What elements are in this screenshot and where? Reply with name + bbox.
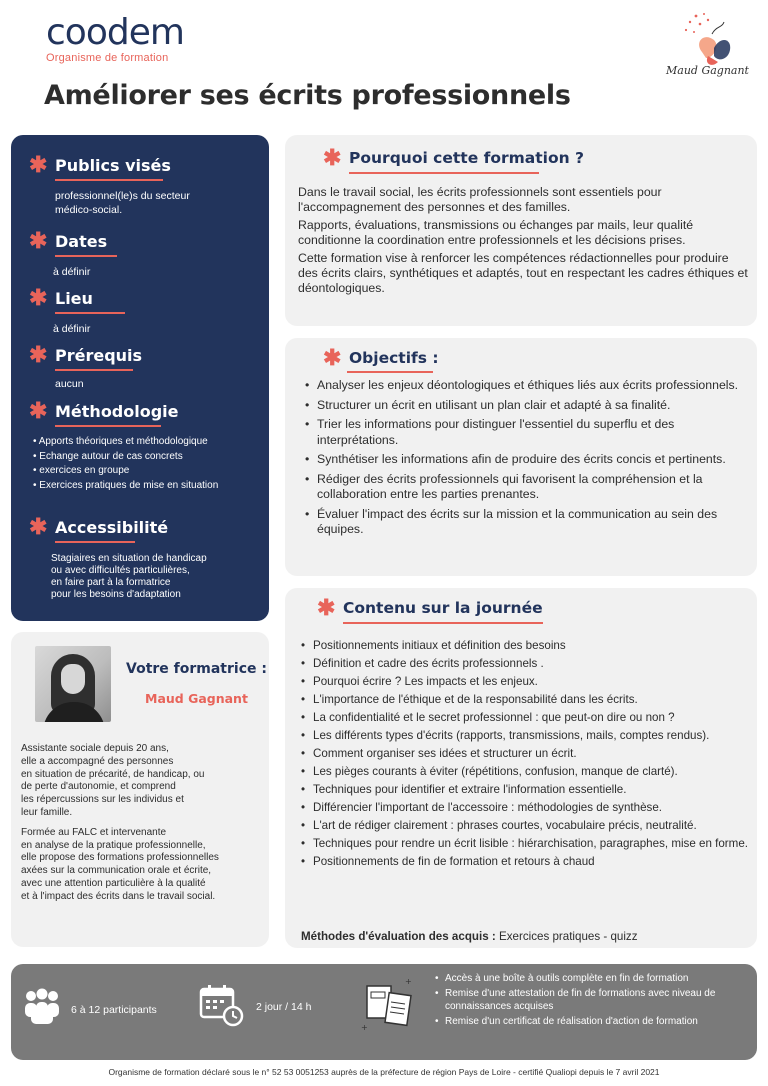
text-line: en faire part à la formatrice	[51, 577, 171, 588]
list-item: • Rédiger des écrits professionnels qui favorisent la compréhension et la collaboration entre les parties prenantes.	[305, 472, 750, 503]
list-item: • Synthétiser les informations afin de produire des écrits concis et pertinents.	[305, 452, 750, 468]
list-item: • Exercices pratiques de mise en situation	[33, 479, 269, 494]
publics-text: professionnel(le)s du secteur médico-social.	[55, 190, 190, 216]
text-line: en situation de précarité, de handicap, ou	[21, 768, 205, 780]
logo-subtitle: Organisme de formation	[46, 52, 169, 64]
text-line: axées sur la communication orale et écrite,	[21, 865, 212, 877]
duration-text: 2 jour / 14 h	[256, 1001, 312, 1013]
svg-text:+: +	[405, 978, 412, 986]
pourquoi-underline	[349, 172, 539, 174]
objectifs-title: Objectifs :	[349, 349, 439, 367]
asterisk-icon: ✱	[317, 595, 336, 620]
logo-word: coodem	[46, 12, 184, 53]
dates-title: Dates	[55, 231, 108, 251]
documents-icon	[361, 978, 413, 1032]
methodologie-underline	[55, 425, 161, 427]
page-title: Améliorer ses écrits professionnels	[44, 80, 571, 111]
asterisk-icon: ✱	[323, 345, 342, 370]
list-item: • Accès à une boîte à outils complète en fin de formation	[435, 972, 745, 986]
list-item: • L'importance de l'éthique et de la responsabilité dans les écrits.	[301, 692, 753, 708]
list-item: • Pourquoi écrire ? Les impacts et les enjeux.	[301, 674, 753, 690]
list-item: • L'art de rédiger clairement : phrases courtes, vocabulaire précis, neutralité.	[301, 818, 753, 834]
text-line: pour les besoins d'adaptation	[51, 589, 181, 600]
list-item: • Remise d'un certificat de réalisation d'action de formation	[435, 1015, 745, 1029]
lieu-underline	[55, 312, 125, 314]
text-line: et à l'impact des écrits dans le travail social.	[21, 890, 216, 902]
contenu-list	[301, 638, 753, 872]
dates-section	[11, 228, 269, 279]
dates-underline	[55, 255, 117, 257]
participants-icon	[23, 988, 61, 1024]
list-item: • Comment organiser ses idées et structurer un écrit.	[301, 746, 753, 762]
info-band	[11, 964, 757, 1060]
svg-text:+: +	[361, 1023, 368, 1032]
paragraph: Cette formation vise à renforcer les compétences rédactionnelles pour produire des écrits clairs, synthétiques et adaptés, tout en respectant les cadres éthiques et déontologiques.	[298, 251, 748, 295]
list-item: • Évaluer l'impact des écrits sur la mission et la communication au sein des équipes.	[305, 507, 750, 538]
trainer-name: Maud Gagnant	[145, 691, 248, 706]
lieu-text: à définir	[53, 323, 91, 335]
bio-paragraph	[21, 827, 266, 904]
methodologie-section	[11, 398, 269, 493]
text-line: les répercussions sur les individus et	[21, 794, 184, 806]
list-item: • Les différents types d'écrits (rapports, transmissions, mails, comptes rendus).	[301, 728, 753, 744]
list-item: • Positionnements de fin de formation et retours à chaud	[301, 854, 753, 870]
contenu-title: Contenu sur la journée	[343, 599, 543, 617]
list-item: • Trier les informations pour distinguer l'essentiel du superflu et des interprétations.	[305, 417, 750, 448]
list-item: • La confidentialité et le secret professionnel : que peut-on dire ou non ?	[301, 710, 753, 726]
list-item: • Techniques pour identifier et extraire l'information essentielle.	[301, 782, 753, 798]
list-item: • Remise d'une attestation de fin de formations avec niveau de connaissances acquises	[435, 987, 745, 1014]
text-line: ou avec difficultés particulières,	[51, 565, 190, 576]
text-line: Stagiaires en situation de handicap	[51, 553, 207, 564]
text-line: leur famille.	[21, 806, 73, 818]
list-item: • Techniques pour rendre un écrit lisible : hiérarchisation, paragraphes, mise en forme.	[301, 836, 753, 852]
trainer-photo	[35, 646, 111, 722]
asterisk-icon: ✱	[29, 514, 48, 539]
text-line: elle a accompagné des personnes	[21, 755, 174, 767]
list-item: • Echange autour de cas concrets	[33, 450, 269, 465]
prerequis-underline	[55, 369, 133, 371]
paragraph: Dans le travail social, les écrits professionnels sont essentiels pour l'accompagnement des personnes et des familles.	[298, 185, 662, 214]
publics-title: Publics visés	[55, 155, 171, 175]
text-line: avec une attention particulière à la qualité	[21, 877, 206, 889]
legal-notice: Organisme de formation déclaré sous le n° 52 53 0051253 auprès de la préfecture de région Pays de Loire - certifié Qualiopi depuis le 7 avril 2021	[108, 1067, 660, 1077]
pourquoi-body	[298, 185, 750, 299]
list-item: • Structurer un écrit en utilisant un plan clair et adapté à sa finalité.	[305, 398, 750, 414]
header	[0, 0, 768, 130]
asterisk-icon: ✱	[323, 145, 342, 170]
accessibilite-title: Accessibilité	[55, 517, 169, 537]
contenu-underline	[343, 622, 543, 624]
asterisk-icon: ✱	[29, 285, 48, 310]
info-panel	[11, 135, 269, 621]
list-item: • Les pièges courants à éviter (répétitions, confusion, manque de clarté).	[301, 764, 753, 780]
lieu-title: Lieu	[55, 288, 93, 308]
prerequis-text: aucun	[55, 378, 84, 390]
asterisk-icon: ✱	[29, 398, 48, 423]
text-line: de perte d'autonomie, et comprend	[21, 781, 176, 793]
calendar-clock-icon	[199, 984, 245, 1028]
asterisk-icon: ✱	[29, 152, 48, 177]
prerequis-title: Prérequis	[55, 345, 143, 365]
coodem-logo	[46, 14, 184, 64]
publics-underline	[55, 179, 163, 181]
signature-text: Maud Gagnant	[666, 64, 749, 77]
trainer-bio	[21, 743, 266, 911]
lieu-section	[11, 285, 269, 336]
asterisk-icon: ✱	[29, 342, 48, 367]
text-line: Assistante sociale depuis 20 ans,	[21, 743, 169, 754]
accessibilite-underline	[55, 541, 135, 543]
objectifs-card	[285, 338, 757, 576]
accessibilite-text	[11, 553, 269, 601]
evaluation-methods	[301, 930, 638, 943]
paragraph: Rapports, évaluations, transmissions ou échanges par mails, leur qualité conditionne la coordination entre professionnels et les décisions prises.	[298, 218, 694, 247]
methodologie-list	[11, 435, 269, 493]
list-item: • Différencier l'important de l'accessoire : méthodologies de synthèse.	[301, 800, 753, 816]
list-item: • Définition et cadre des écrits professionnels .	[301, 656, 753, 672]
objectifs-list	[305, 378, 750, 542]
pourquoi-card	[285, 135, 757, 326]
list-item: • Apports théoriques et méthodologique	[33, 435, 269, 450]
trainer-card	[11, 632, 269, 947]
evaluation-value: Exercices pratiques - quizz	[498, 930, 638, 943]
text-line: Formée au FALC et intervenante	[21, 826, 167, 838]
text-line: en analyse de la pratique professionnelle,	[21, 839, 206, 851]
objectifs-underline	[347, 371, 433, 373]
deliverables-list	[435, 972, 745, 1029]
evaluation-label: Méthodes d'évaluation des acquis :	[301, 930, 496, 943]
publics-section	[11, 152, 269, 217]
participants-text: 6 à 12 participants	[71, 1004, 157, 1016]
dates-text: à définir	[53, 266, 91, 278]
contenu-card	[285, 588, 757, 948]
asterisk-icon: ✱	[29, 228, 48, 253]
trainer-label: Votre formatrice :	[126, 661, 267, 677]
pourquoi-title: Pourquoi cette formation ?	[349, 149, 585, 167]
list-item: • Positionnements initiaux et définition des besoins	[301, 638, 753, 654]
list-item: • Analyser les enjeux déontologiques et éthiques liés aux écrits professionnels.	[305, 378, 750, 394]
prerequis-section	[11, 342, 269, 391]
list-item: • exercices en groupe	[33, 464, 269, 479]
text-line: elle propose des formations professionnelles	[21, 852, 219, 864]
methodologie-title: Méthodologie	[55, 401, 179, 421]
accessibilite-section	[11, 514, 269, 601]
bio-paragraph	[21, 743, 266, 820]
